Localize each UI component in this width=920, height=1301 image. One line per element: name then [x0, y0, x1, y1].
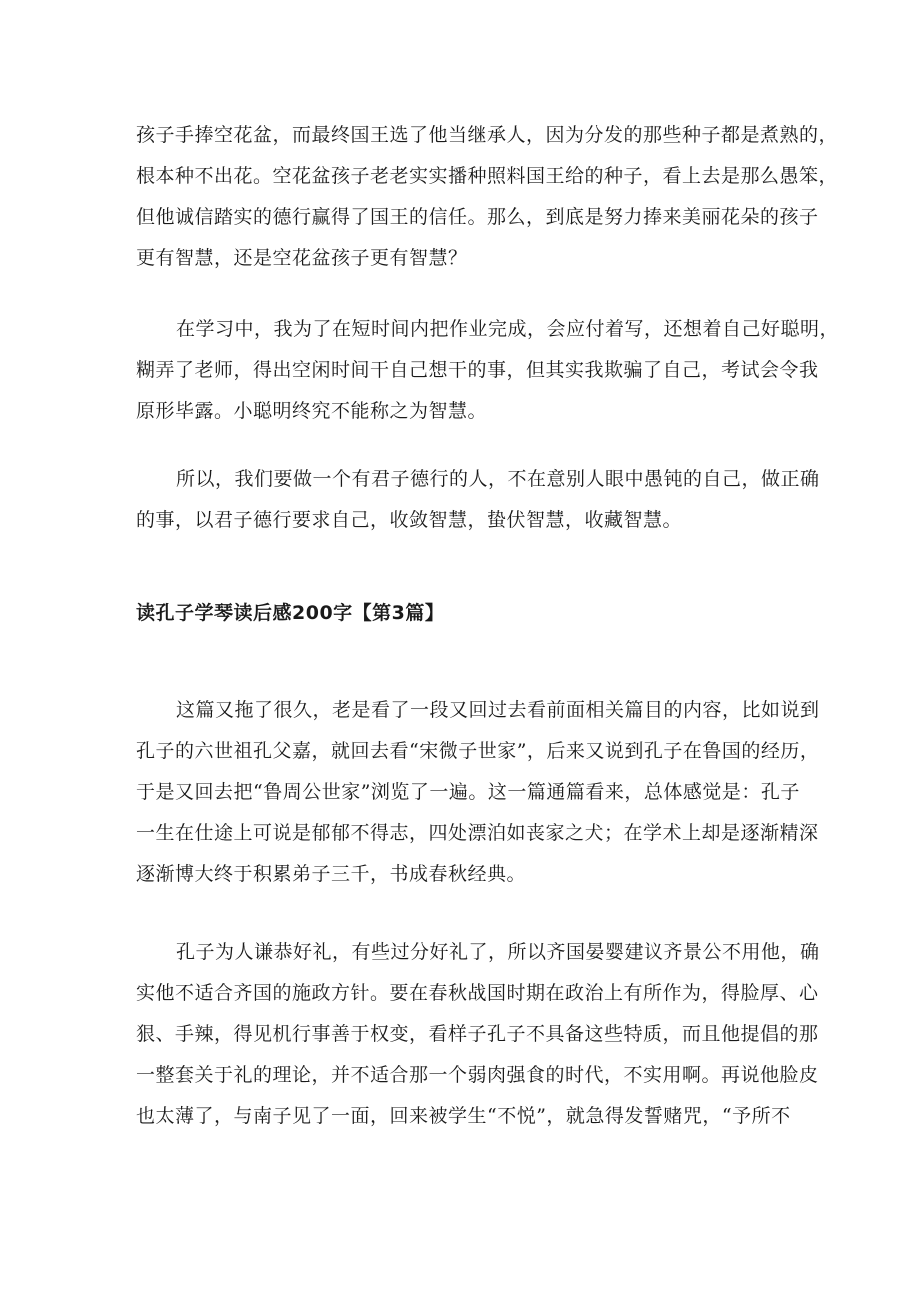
paragraph-confucius-travels — [136, 690, 820, 895]
text-line: 根本种不出花。空花盆孩子老老实实播种照料国王给的种子，看上去是那么愚笨， — [136, 165, 839, 187]
text-line: 在学习中，我为了在短时间内把作业完成，会应付着写，还想着自己好聪明， — [176, 318, 840, 340]
text-line: 更有智慧，还是空花盆孩子更有智慧？ — [136, 247, 468, 269]
paragraph-confucius-character — [136, 932, 820, 1137]
text-line: 也太薄了，与南子见了一面，回来被学生“不悦”，就急得发誓赌咒，“予所不 — [136, 1105, 791, 1127]
text-line: 狠、手辣，得见机行事善于权变，看样子孔子不具备这些特质，而且他提倡的那 — [136, 1023, 819, 1045]
text-line: 孔子为人谦恭好礼，有些过分好礼了，所以齐国晏婴建议齐景公不用他，确 — [176, 941, 820, 963]
paragraph-empty-flowerpot — [136, 115, 839, 279]
text-line: 糊弄了老师，得出空闲时间干自己想干的事，但其实我欺骗了自己，考试会令我 — [136, 359, 819, 381]
text-line: 的事，以君子德行要求自己，收敛智慧，蛰伏智慧，收藏智慧。 — [136, 509, 683, 531]
text-line: 于是又回去把“鲁周公世家”浏览了一遍。这一篇通篇看来，总体感觉是：孔子 — [136, 781, 800, 803]
text-line: 一整套关于礼的理论，并不适合那一个弱肉强食的时代，不实用啊。再说他脸皮 — [136, 1064, 819, 1086]
paragraph-study — [136, 309, 840, 432]
text-line: 原形毕露。小聪明终究不能称之为智慧。 — [136, 400, 488, 422]
text-line: 实他不适合齐国的施政方针。要在春秋战国时期在政治上有所作为，得脸厚、心 — [136, 982, 819, 1004]
text-line: 这篇又拖了很久，老是看了一段又回过去看前面相关篇目的内容，比如说到 — [176, 699, 820, 721]
text-line: 所以，我们要做一个有君子德行的人，不在意别人眼中愚钝的自己，做正确 — [176, 468, 820, 490]
text-line: 孔子的六世祖孔父嘉，就回去看“宋微子世家”，后来又说到孔子在鲁国的经历， — [136, 740, 820, 762]
paragraph-conclusion — [136, 459, 820, 541]
text-line: 但他诚信踏实的德行赢得了国王的信任。那么，到底是努力捧来美丽花朵的孩子 — [136, 206, 819, 228]
text-line: 孩子手捧空花盆，而最终国王选了他当继承人，因为分发的那些种子都是煮熟的， — [136, 124, 839, 146]
text-line: 一生在仕途上可说是郁郁不得志，四处漂泊如丧家之犬；在学术上却是逐渐精深 — [136, 822, 819, 844]
section-heading: 读孔子学琴读后感200字【第3篇】 — [136, 602, 445, 624]
text-line: 逐渐博大终于积累弟子三千，书成春秋经典。 — [136, 863, 527, 885]
